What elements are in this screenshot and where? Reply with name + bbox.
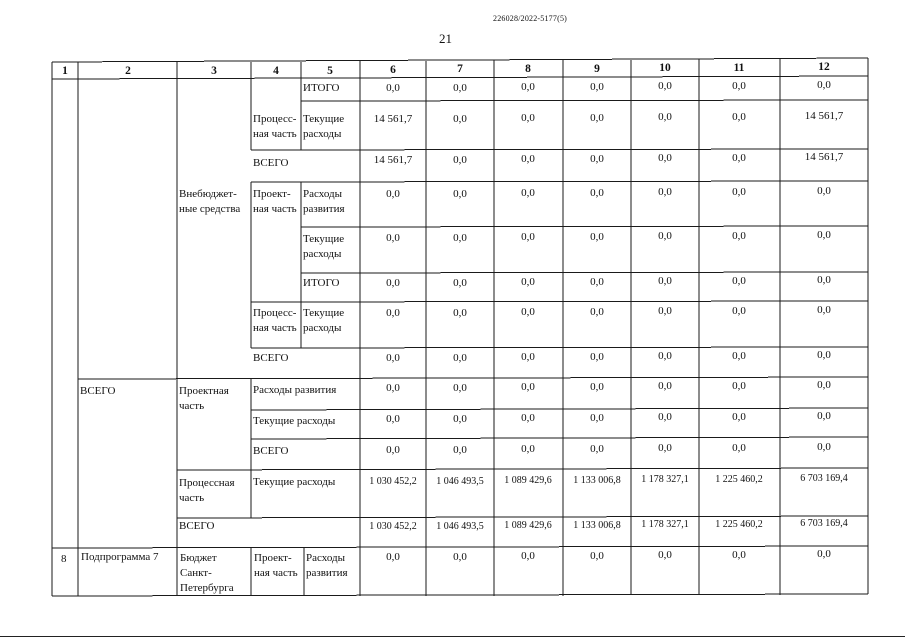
value-cell: 0,0 — [732, 110, 746, 123]
value-cell: 0,0 — [817, 79, 831, 91]
value-cell: 0,0 — [658, 350, 672, 362]
value-cell: 0,0 — [732, 229, 746, 242]
value-cell: 14 561,7 — [804, 151, 844, 163]
label-development-expenses: Расходы развития — [303, 188, 345, 215]
value-cell: 0,0 — [453, 412, 467, 425]
value-cell: 0,0 — [521, 81, 535, 93]
value-cell: 0,0 — [590, 80, 604, 93]
value-cell: 0,0 — [732, 379, 746, 392]
value-cell: 0,0 — [732, 274, 746, 287]
page-number: 21 — [439, 31, 452, 46]
value-cell: 0,0 — [386, 82, 400, 94]
document-number: 226028/2022-5177(5) — [493, 14, 568, 23]
label-spb-budget: Бюджет Санкт- Петербурга — [180, 552, 234, 594]
label-current-expenses: Текущие расходы — [303, 233, 345, 260]
value-cell: 6 703 169,4 — [800, 473, 848, 484]
column-header-11: 11 — [733, 62, 745, 74]
value-cell: 1 089 429,6 — [504, 475, 552, 486]
value-cell: 0,0 — [732, 410, 746, 423]
value-cell: 1 225 460,2 — [715, 518, 763, 530]
value-cell: 0,0 — [590, 152, 604, 165]
value-cell: 0,0 — [658, 275, 672, 287]
value-cell: 0,0 — [521, 351, 535, 363]
value-cell: 0,0 — [453, 187, 467, 200]
label-current-expenses: Текущие расходы — [303, 113, 345, 140]
label-project-part: Проект- ная часть — [254, 552, 298, 579]
value-cell: 0,0 — [453, 112, 467, 125]
value-cell: 0,0 — [590, 442, 604, 455]
row-number: 8 — [61, 553, 67, 565]
label-vsego: ВСЕГО — [80, 385, 116, 397]
value-cell: 0,0 — [386, 551, 400, 563]
value-cell: 0,0 — [590, 230, 604, 243]
value-cell: 1 046 493,5 — [436, 475, 484, 487]
label-vsego: ВСЕГО — [253, 352, 289, 364]
value-cell: 0,0 — [817, 548, 831, 560]
label-project-part-full: Проектная часть — [179, 385, 229, 412]
column-header-9: 9 — [594, 63, 600, 75]
value-cell: 0,0 — [658, 549, 672, 561]
value-cell: 1 089 429,6 — [504, 520, 552, 531]
value-cell: 0,0 — [817, 349, 831, 361]
value-cell: 0,0 — [590, 380, 604, 393]
value-cell: 0,0 — [732, 151, 746, 164]
value-cell: 0,0 — [521, 187, 535, 199]
label-offbudget-funds: Внебюджет- ные средства — [179, 188, 241, 215]
column-header-5: 5 — [327, 65, 333, 77]
column-header-1: 1 — [62, 65, 68, 77]
column-header-7: 7 — [457, 63, 463, 75]
value-cell: 1 178 327,1 — [641, 519, 689, 530]
value-cell: 0,0 — [521, 276, 535, 288]
value-cell: 0,0 — [453, 443, 467, 456]
value-cell: 0,0 — [453, 153, 467, 166]
value-cell: 0,0 — [658, 442, 672, 454]
column-header-3: 3 — [211, 65, 217, 77]
value-cell: 0,0 — [658, 186, 672, 198]
value-cell: 0,0 — [590, 549, 604, 562]
value-cell: 0,0 — [658, 111, 672, 123]
value-cell: 0,0 — [453, 276, 467, 289]
value-cell: 1 030 452,2 — [369, 476, 417, 487]
value-cell: 0,0 — [521, 306, 535, 318]
value-cell: 0,0 — [732, 349, 746, 362]
value-cell: 14 561,7 — [373, 113, 413, 125]
label-process-part: Процесс- ная часть — [253, 113, 297, 140]
value-cell: 0,0 — [658, 230, 672, 242]
label-vsego: ВСЕГО — [179, 520, 215, 532]
value-cell: 1 133 006,8 — [573, 519, 621, 531]
label-itogo: ИТОГО — [303, 277, 340, 289]
label-itogo: ИТОГО — [303, 82, 340, 94]
value-cell: 0,0 — [732, 185, 746, 198]
value-cell: 0,0 — [386, 232, 400, 244]
value-cell: 0,0 — [658, 80, 672, 92]
value-cell: 0,0 — [590, 186, 604, 199]
value-cell: 0,0 — [386, 307, 400, 319]
value-cell: 0,0 — [658, 152, 672, 164]
value-cell: 0,0 — [453, 351, 467, 364]
value-cell: 0,0 — [590, 411, 604, 424]
value-cell: 0,0 — [453, 306, 467, 319]
value-cell: 0,0 — [453, 381, 467, 394]
value-cell: 0,0 — [590, 305, 604, 318]
value-cell: 14 561,7 — [804, 110, 844, 122]
value-cell: 14 561,7 — [373, 154, 413, 166]
label-current-expenses-inline: Текущие расходы — [253, 476, 336, 488]
page-bottom-rule — [0, 636, 905, 637]
label-subprogram: Подпрограмма 7 — [81, 551, 159, 563]
value-cell: 0,0 — [817, 185, 831, 197]
column-header-6: 6 — [390, 64, 396, 76]
value-cell: 0,0 — [817, 304, 831, 316]
label-vsego: ВСЕГО — [253, 445, 289, 457]
value-cell: 6 703 169,4 — [800, 518, 848, 529]
column-header-12: 12 — [818, 61, 830, 73]
value-cell: 0,0 — [453, 81, 467, 94]
value-cell: 0,0 — [817, 410, 831, 422]
value-cell: 0,0 — [386, 352, 400, 364]
value-cell: 0,0 — [658, 411, 672, 423]
value-cell: 0,0 — [386, 413, 400, 425]
value-cell: 0,0 — [521, 112, 535, 124]
value-cell: 0,0 — [658, 380, 672, 392]
value-cell: 1 030 452,2 — [369, 521, 417, 532]
value-cell: 0,0 — [817, 379, 831, 391]
value-cell: 1 133 006,8 — [573, 474, 621, 486]
value-cell: 0,0 — [732, 548, 746, 561]
label-development-expenses-inline: Расходы развития — [253, 384, 337, 396]
label-vsego: ВСЕГО — [253, 157, 289, 169]
value-cell: 1 046 493,5 — [436, 520, 484, 532]
column-header-2: 2 — [125, 65, 131, 77]
value-cell: 0,0 — [453, 550, 467, 563]
value-cell: 0,0 — [817, 229, 831, 241]
label-process-part-full: Процессная часть — [179, 477, 235, 504]
column-header-4: 4 — [273, 65, 279, 77]
value-cell: 0,0 — [590, 350, 604, 363]
value-cell: 0,0 — [817, 441, 831, 453]
value-cell: 0,0 — [386, 188, 400, 200]
value-cell: 1 178 327,1 — [641, 474, 689, 485]
value-cell: 0,0 — [732, 304, 746, 317]
value-cell: 0,0 — [386, 277, 400, 289]
value-cell: 0,0 — [658, 305, 672, 317]
value-cell: 0,0 — [521, 231, 535, 243]
value-cell: 1 225 460,2 — [715, 473, 763, 485]
value-cell: 0,0 — [386, 444, 400, 456]
value-cell: 0,0 — [453, 231, 467, 244]
value-cell: 0,0 — [521, 550, 535, 562]
value-cell: 0,0 — [521, 381, 535, 393]
value-cell: 0,0 — [386, 382, 400, 394]
value-cell: 0,0 — [521, 443, 535, 455]
value-cell: 0,0 — [521, 412, 535, 424]
value-cell: 0,0 — [732, 441, 746, 454]
value-cell: 0,0 — [732, 79, 746, 92]
value-cell: 0,0 — [521, 153, 535, 165]
label-project-part: Проект- ная часть — [253, 188, 297, 215]
label-current-expenses: Текущие расходы — [303, 307, 345, 334]
value-cell: 0,0 — [590, 275, 604, 288]
label-development-expenses: Расходы развития — [306, 552, 348, 579]
label-current-expenses-inline: Текущие расходы — [253, 415, 336, 427]
value-cell: 0,0 — [817, 274, 831, 286]
label-process-part: Процесс- ная часть — [253, 307, 297, 334]
value-cell: 0,0 — [590, 111, 604, 124]
column-header-8: 8 — [525, 63, 531, 75]
column-header-10: 10 — [659, 62, 671, 74]
